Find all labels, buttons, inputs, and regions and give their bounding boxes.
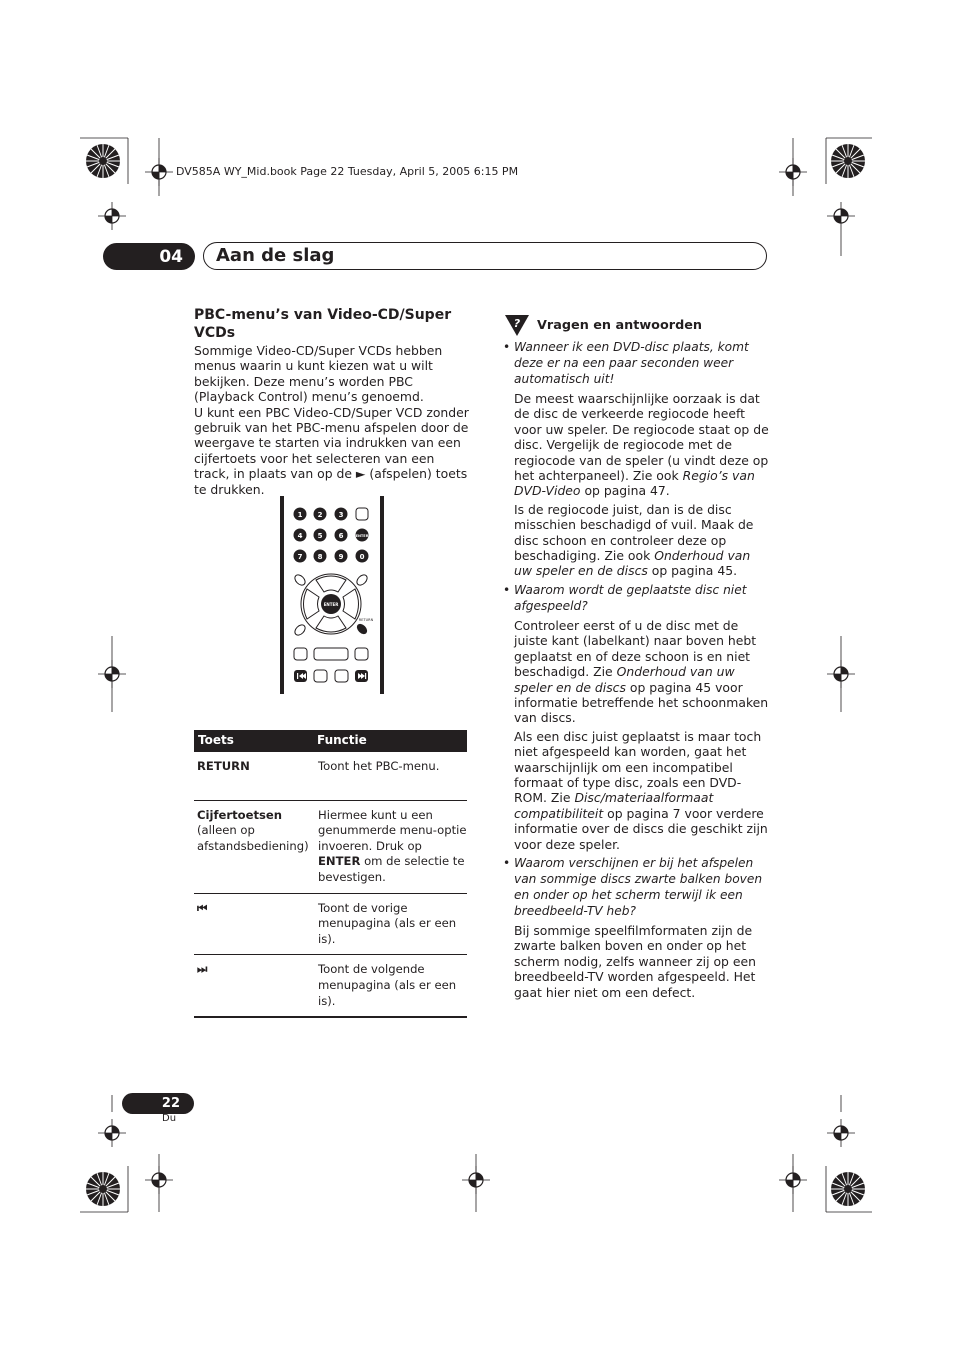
answer-paragraph [514, 729, 769, 852]
table-row [194, 752, 467, 800]
key-cell [194, 955, 313, 1017]
answer-reference: Onderhoud van uw speler en de discs [514, 664, 735, 695]
answer-paragraph [514, 618, 769, 726]
desc-text: Toont de vorige menupagina (als er een is). [318, 900, 457, 946]
desc-text: Hiermee kunt u een genummerde menu-optie invoeren. Druk op [318, 807, 467, 853]
chapter-number: 04 [103, 243, 195, 270]
question [503, 339, 769, 387]
remote-return-label: RETURN [358, 618, 374, 622]
qa-title: Vragen en antwoorden [537, 317, 703, 333]
key-label: Cijfertoetsen [197, 807, 283, 822]
key-label: RETURN [197, 759, 250, 773]
key-cell [194, 752, 313, 800]
answer-text: op pagina 45. [647, 563, 738, 579]
remote-digit-0: 0 [359, 553, 365, 561]
question [503, 582, 769, 614]
answer-paragraph [514, 923, 769, 1000]
answer-text: op pagina 45 voor informatie betreffende het schoonmaken van discs. [514, 679, 769, 726]
remote-digit-7: 7 [297, 553, 303, 561]
remote-control-illustration [280, 496, 384, 694]
question-text: Wanneer ik een DVD-disc plaats, komt deze er na een paar seconden weer automatisch uit! [514, 340, 749, 386]
qa-section [503, 313, 769, 1003]
key-sub-label: (alleen op afstandsbediening) [197, 823, 309, 853]
desc-text: Toont het PBC-menu. [318, 759, 440, 773]
page-number: 22 [122, 1093, 194, 1114]
answer-reference: Onderhoud van uw speler en de discs [514, 548, 751, 579]
desc-cell [313, 955, 467, 1017]
answer-text: Als een disc juist geplaatst is maar toch niet afgespeeld kan worden, gaat het waarschijnlijk om een incompatibel formaat of type disc, zoals een DVD-ROM. Zie [514, 728, 762, 806]
remote-digit-4: 4 [297, 532, 303, 540]
answer-text: op pagina 47. [580, 483, 670, 499]
question-text: Waarom wordt de geplaatste disc niet afgespeeld? [514, 582, 747, 613]
chapter-title: Aan de slag [203, 242, 767, 270]
remote-enter-small: ENTER [355, 534, 369, 538]
question-text: Waarom verschijnen er bij het afspelen van sommige discs zwarte balken boven en onder op het scherm terwijl ik een breedbeeld-TV heb? [514, 855, 763, 918]
key-cell [194, 893, 313, 955]
remote-enter-center: ENTER [323, 602, 339, 607]
answer-reference: Regio’s van DVD-Video [514, 468, 755, 499]
remote-digit-9: 9 [338, 553, 344, 561]
table-row [194, 955, 467, 1017]
section-title: PBC-menu’s van Video-CD/Super VCDs [194, 307, 452, 341]
remote-digit-5: 5 [317, 532, 323, 540]
desc-text: om de selectie te bevestigen. [318, 854, 465, 884]
key-cell [194, 800, 313, 893]
print-header: DV585A WY_Mid.book Page 22 Tuesday, April 5, 2005 6:15 PM [176, 165, 519, 178]
desc-cell [313, 800, 467, 893]
svg-text:?: ? [513, 317, 521, 330]
column-header: Toets [194, 730, 313, 752]
page-language: Du [162, 1113, 177, 1124]
previous-icon: ⏮ [197, 900, 208, 915]
answer-text: Controleer eerst of u de disc met de juiste kant (labelkant) naar boven hebt geplaatst en of deze schoon is en niet beschadigd. Zie [514, 617, 757, 680]
remote-digit-3: 3 [338, 511, 344, 519]
remote-digit-2: 2 [317, 511, 323, 519]
desc-cell [313, 893, 467, 955]
pbc-section [194, 306, 470, 497]
answer-paragraph [514, 391, 769, 499]
bullet: • [503, 582, 511, 597]
question [503, 855, 769, 919]
bullet: • [503, 340, 511, 354]
next-icon: ⏭ [197, 962, 208, 977]
answer-text: De meest waarschijnlijke oorzaak is dat de disc de verkeerde regiocode heeft voor uw speler. De regiocode staat op de disc. Vergelijk de regiocode met de regiocode van de speler (u vindt deze op het achterpaneel). Zie ook [514, 391, 769, 484]
qa-header [503, 313, 769, 337]
desc-bold: ENTER [318, 854, 361, 869]
function-table [194, 730, 467, 1018]
table-row [194, 800, 467, 893]
bullet: • [503, 855, 511, 870]
remote-digit-1: 1 [297, 511, 303, 519]
answer-text: Is de regiocode juist, dan is de disc misschien beschadigd of vuil. Maak de disc schoon en controleer deze op beschadiging. Zie ook [514, 501, 754, 564]
answer-paragraph [514, 502, 769, 579]
question-tip-icon [503, 313, 531, 337]
paragraph: U kunt een PBC Video-CD/Super VCD zonder gebruik van het PBC-menu afspelen door de weergave te starten via indrukken van een cijfertoets voor het selecteren van een track, in plaats van op de ► (afspelen) toets te drukken. [194, 404, 469, 497]
table-row [194, 893, 467, 955]
column-header: Functie [313, 730, 467, 752]
desc-text: Toont de volgende menupagina (als er een is). [318, 962, 457, 1008]
answer-text: op pagina 7 voor verdere informatie over de discs die geschikt zijn voor deze speler. [514, 805, 768, 852]
desc-cell [313, 752, 467, 800]
remote-digit-6: 6 [338, 532, 344, 540]
table-header-row [194, 730, 467, 752]
paragraph: Sommige Video-CD/Super VCDs hebben menus waarin u kunt kiezen wat u wilt bekijken. Deze menu’s worden PBC (Playback Control) menu’s genoemd. [194, 343, 443, 405]
remote-digit-8: 8 [317, 553, 323, 561]
answer-text: Bij sommige speelfilmformaten zijn de zwarte balken boven en onder op het scherm nodig, zelfs wanneer zij op een breedbeeld-TV worden afgespeeld. Het gaat hier niet om een defect. [514, 922, 756, 1000]
answer-reference: Disc/materiaalformaat compatibiliteit [514, 790, 714, 821]
